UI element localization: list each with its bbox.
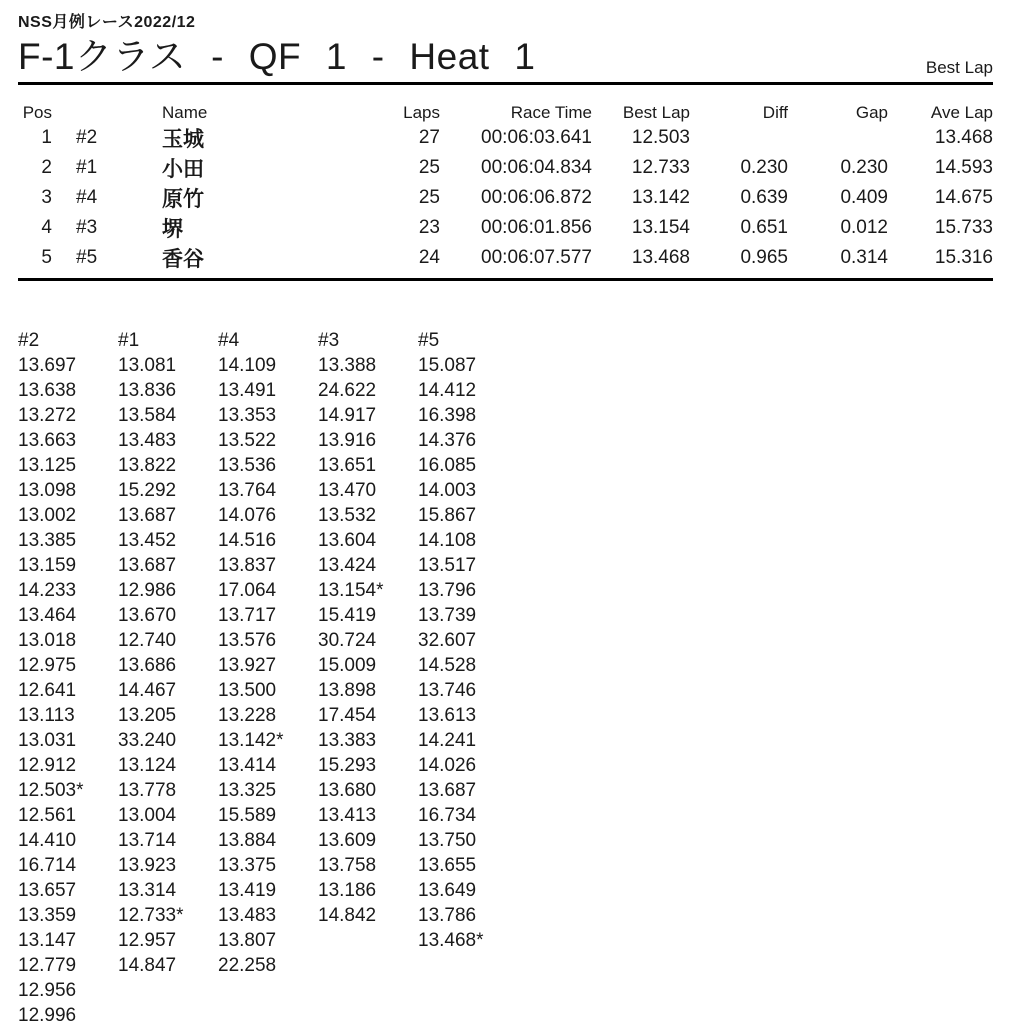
lap-time-value: 12.503* <box>18 780 84 801</box>
results-cell-ave-lap: 14.675 <box>934 187 993 208</box>
lap-time-value: 13.464 <box>18 605 77 626</box>
results-header-ave-lap: Ave Lap <box>930 103 993 122</box>
results-header-pos: Pos <box>22 103 52 122</box>
lap-time-value: 14.376 <box>418 430 477 451</box>
results-cell-name: 香谷 <box>162 248 204 271</box>
results-cell-name: 堺 <box>162 218 183 241</box>
results-cell-diff: 0.639 <box>740 187 788 208</box>
lap-time-value: 13.483 <box>218 905 277 926</box>
lap-time-value: 12.996 <box>18 1005 77 1024</box>
lap-time-value: 16.085 <box>418 455 477 476</box>
lap-time-value: 13.272 <box>18 405 77 426</box>
lap-time-value: 13.413 <box>318 805 377 826</box>
results-header-gap: Gap <box>855 103 888 122</box>
results-cell-laps: 23 <box>418 217 440 238</box>
lap-times-section <box>18 328 993 1024</box>
table-row <box>18 243 993 273</box>
results-cell-diff <box>690 123 788 153</box>
results-cell-car: #1 <box>76 157 98 178</box>
lap-time-value: 13.686 <box>118 655 177 676</box>
lap-time-value: 13.778 <box>118 780 177 801</box>
lap-time-value: 15.293 <box>318 755 377 776</box>
lap-time-value: 14.467 <box>118 680 177 701</box>
lap-time-value: 12.986 <box>118 580 177 601</box>
lap-time-value: 15.419 <box>318 605 377 626</box>
title-bar <box>18 35 993 79</box>
lap-time-value: 14.842 <box>318 905 377 926</box>
results-cell-race-time: 00:06:06.872 <box>481 187 592 208</box>
lap-time-value: 30.724 <box>318 630 377 651</box>
lap-time-value: 14.003 <box>418 480 477 501</box>
lap-time-value: 12.956 <box>18 980 77 1001</box>
lap-time-value: 13.532 <box>318 505 377 526</box>
lap-time-value: 13.680 <box>318 780 377 801</box>
lap-time-value: 13.385 <box>18 530 77 551</box>
lap-time-value: 13.002 <box>18 505 77 526</box>
results-header-laps: Laps <box>403 103 440 122</box>
lap-time-value: 13.836 <box>118 380 177 401</box>
lap-time-value: 13.452 <box>118 530 177 551</box>
results-header-race-time: Race Time <box>510 103 592 122</box>
table-row <box>18 153 993 183</box>
lap-time-value: 13.517 <box>418 555 477 576</box>
lap-time-value: 12.779 <box>18 955 77 976</box>
results-cell-ave-lap: 15.733 <box>934 217 993 238</box>
results-cell-race-time: 00:06:07.577 <box>481 247 592 268</box>
lap-time-value: 13.584 <box>118 405 177 426</box>
lap-time-value: 13.419 <box>218 880 277 901</box>
results-cell-diff: 0.965 <box>740 247 788 268</box>
lap-time-value: 13.159 <box>18 555 77 576</box>
lap-time-value: 13.638 <box>18 380 77 401</box>
page-title: F-1クラス - QF 1 - Heat 1 <box>18 36 536 77</box>
lap-time-value: 13.786 <box>418 905 477 926</box>
lap-column-header: #5 <box>418 330 440 351</box>
lap-time-value: 13.424 <box>318 555 377 576</box>
results-cell-car: #4 <box>76 187 98 208</box>
lap-time-value: 13.657 <box>18 880 77 901</box>
lap-time-value: 13.031 <box>18 730 77 751</box>
lap-time-value: 14.109 <box>218 355 277 376</box>
lap-time-value: 13.898 <box>318 680 377 701</box>
results-cell-ave-lap: 13.468 <box>934 127 993 148</box>
lap-time-value: 13.750 <box>418 830 477 851</box>
lap-time-value: 14.847 <box>118 955 177 976</box>
lap-time-value: 14.233 <box>18 580 77 601</box>
results-cell-best-lap: 13.468 <box>631 247 690 268</box>
lap-time-value: 12.975 <box>18 655 77 676</box>
lap-time-value: 13.687 <box>418 780 477 801</box>
lap-time-value: 15.292 <box>118 480 177 501</box>
table-row <box>18 213 993 243</box>
results-cell-best-lap: 13.142 <box>631 187 690 208</box>
lap-time-value: 13.098 <box>18 480 77 501</box>
lap-time-value: 13.576 <box>218 630 277 651</box>
results-cell-name: 原竹 <box>162 188 204 211</box>
lap-time-value: 14.108 <box>418 530 477 551</box>
lap-time-value: 13.609 <box>318 830 377 851</box>
lap-time-value: 13.388 <box>318 355 377 376</box>
lap-time-value: 13.375 <box>218 855 277 876</box>
lap-time-value: 13.655 <box>418 855 477 876</box>
results-cell-pos: 2 <box>41 157 52 178</box>
lap-time-value: 13.081 <box>118 355 177 376</box>
lap-time-value: 13.916 <box>318 430 377 451</box>
event-name: NSS月例レース2022/12 <box>18 14 196 31</box>
results-cell-pos: 1 <box>41 127 52 148</box>
results-cell-ave-lap: 14.593 <box>934 157 993 178</box>
lap-time-value: 13.500 <box>218 680 277 701</box>
lap-time-value: 13.314 <box>118 880 177 901</box>
results-cell-gap: 0.012 <box>840 217 888 238</box>
results-header-row <box>18 98 993 123</box>
results-header-car <box>52 98 132 123</box>
lap-time-value: 16.734 <box>418 805 477 826</box>
lap-time-value: 13.186 <box>318 880 377 901</box>
lap-time-value: 14.917 <box>318 405 377 426</box>
lap-column-header: #2 <box>18 330 40 351</box>
lap-time-value: 13.651 <box>318 455 377 476</box>
lap-time-value: 13.927 <box>218 655 277 676</box>
results-cell-ave-lap: 15.316 <box>934 247 993 268</box>
lap-time-value: 17.064 <box>218 580 277 601</box>
lap-time-value: 14.412 <box>418 380 477 401</box>
results-table <box>18 98 993 273</box>
lap-time-value: 13.687 <box>118 555 177 576</box>
results-cell-car: #3 <box>76 217 98 238</box>
lap-time-value: 13.923 <box>118 855 177 876</box>
results-cell-laps: 27 <box>418 127 440 148</box>
results-cell-car: #5 <box>76 247 98 268</box>
lap-time-value: 13.604 <box>318 530 377 551</box>
table-row <box>18 183 993 213</box>
lap-time-value: 12.733* <box>118 905 184 926</box>
results-cell-pos: 5 <box>41 247 52 268</box>
lap-column-header: #4 <box>218 330 240 351</box>
results-cell-laps: 25 <box>418 187 440 208</box>
lap-time-value: 13.491 <box>218 380 277 401</box>
table-row <box>18 123 993 153</box>
results-cell-name: 小田 <box>162 158 204 181</box>
lap-time-value: 13.758 <box>318 855 377 876</box>
lap-time-value: 13.205 <box>118 705 177 726</box>
lap-time-value: 13.154* <box>318 580 384 601</box>
lap-time-value: 13.764 <box>218 480 277 501</box>
lap-time-value: 22.258 <box>218 955 277 976</box>
results-cell-best-lap: 12.733 <box>631 157 690 178</box>
lap-time-value: 12.912 <box>18 755 77 776</box>
results-cell-gap: 0.230 <box>840 157 888 178</box>
results-cell-race-time: 00:06:04.834 <box>481 157 592 178</box>
lap-time-value: 15.867 <box>418 505 477 526</box>
lap-time-value: 14.410 <box>18 830 77 851</box>
lap-time-value: 13.717 <box>218 605 277 626</box>
lap-time-value: 13.884 <box>218 830 277 851</box>
results-cell-race-time: 00:06:03.641 <box>481 127 592 148</box>
lap-time-value: 32.607 <box>418 630 477 651</box>
results-cell-pos: 4 <box>41 217 52 238</box>
lap-time-value: 15.009 <box>318 655 377 676</box>
results-header-diff: Diff <box>762 103 788 122</box>
lap-time-value: 13.468* <box>418 930 484 951</box>
results-cell-gap: 0.409 <box>840 187 888 208</box>
lap-time-value: 13.483 <box>118 430 177 451</box>
results-cell-gap <box>788 123 888 153</box>
results-header-name: Name <box>162 103 208 122</box>
lap-time-value: 13.142* <box>218 730 284 751</box>
lap-time-value: 13.796 <box>418 580 477 601</box>
lap-time-value: 12.641 <box>18 680 77 701</box>
lap-column-header: #1 <box>118 330 140 351</box>
results-cell-car: #2 <box>76 127 98 148</box>
lap-time-value: 17.454 <box>318 705 377 726</box>
lap-time-value: 13.470 <box>318 480 377 501</box>
lap-time-value: 16.398 <box>418 405 477 426</box>
lap-time-value: 14.528 <box>418 655 477 676</box>
lap-time-value: 13.522 <box>218 430 277 451</box>
lap-time-value: 13.822 <box>118 455 177 476</box>
lap-time-value: 13.739 <box>418 605 477 626</box>
lap-column-3 <box>318 328 418 1024</box>
results-cell-race-time: 00:06:01.856 <box>481 217 592 238</box>
results-divider <box>18 278 993 281</box>
best-lap-corner-label: Best Lap <box>925 58 993 77</box>
lap-time-value: 13.124 <box>118 755 177 776</box>
lap-time-value: 24.622 <box>318 380 377 401</box>
lap-time-value: 13.353 <box>218 405 277 426</box>
results-cell-diff: 0.651 <box>740 217 788 238</box>
lap-time-value: 13.670 <box>118 605 177 626</box>
lap-time-value: 33.240 <box>118 730 177 751</box>
lap-time-value: 13.697 <box>18 355 77 376</box>
lap-time-value: 13.383 <box>318 730 377 751</box>
results-cell-name: 玉城 <box>162 128 204 151</box>
results-cell-best-lap: 12.503 <box>631 127 690 148</box>
lap-time-value: 12.561 <box>18 805 77 826</box>
lap-time-value: 13.359 <box>18 905 77 926</box>
lap-time-value: 13.613 <box>418 705 477 726</box>
results-cell-gap: 0.314 <box>840 247 888 268</box>
lap-time-value: 16.714 <box>18 855 77 876</box>
lap-time-value: 14.076 <box>218 505 277 526</box>
lap-time-value: 13.714 <box>118 830 177 851</box>
lap-time-value: 13.113 <box>18 705 75 726</box>
lap-time-value: 13.746 <box>418 680 477 701</box>
lap-time-value: 13.004 <box>118 805 177 826</box>
lap-time-value: 13.414 <box>218 755 277 776</box>
lap-time-value: 15.589 <box>218 805 277 826</box>
results-cell-best-lap: 13.154 <box>631 217 690 238</box>
lap-time-value: 13.536 <box>218 455 277 476</box>
lap-column-1 <box>118 328 218 1024</box>
lap-time-value: 13.663 <box>18 430 77 451</box>
lap-time-value: 13.687 <box>118 505 177 526</box>
results-header-best-lap: Best Lap <box>622 103 690 122</box>
lap-column-header: #3 <box>318 330 340 351</box>
lap-time-value: 13.807 <box>218 930 277 951</box>
lap-column-2 <box>18 328 118 1024</box>
lap-time-value: 13.018 <box>18 630 77 651</box>
lap-time-value: 14.241 <box>418 730 477 751</box>
lap-time-value: 13.147 <box>18 930 77 951</box>
lap-time-value: 13.228 <box>218 705 277 726</box>
lap-column-4 <box>218 328 318 1024</box>
results-cell-laps: 25 <box>418 157 440 178</box>
lap-column-5 <box>418 328 518 1024</box>
title-divider <box>18 82 993 85</box>
lap-time-value: 13.125 <box>18 455 77 476</box>
lap-time-value: 14.026 <box>418 755 477 776</box>
lap-time-value: 15.087 <box>418 355 477 376</box>
lap-time-value: 13.325 <box>218 780 277 801</box>
results-cell-pos: 3 <box>41 187 52 208</box>
lap-time-value: 13.649 <box>418 880 477 901</box>
lap-time-value: 12.957 <box>118 930 177 951</box>
lap-time-value: 12.740 <box>118 630 177 651</box>
lap-time-value: 13.837 <box>218 555 277 576</box>
results-cell-laps: 24 <box>418 247 440 268</box>
lap-time-value: 14.516 <box>218 530 277 551</box>
results-cell-diff: 0.230 <box>740 157 788 178</box>
